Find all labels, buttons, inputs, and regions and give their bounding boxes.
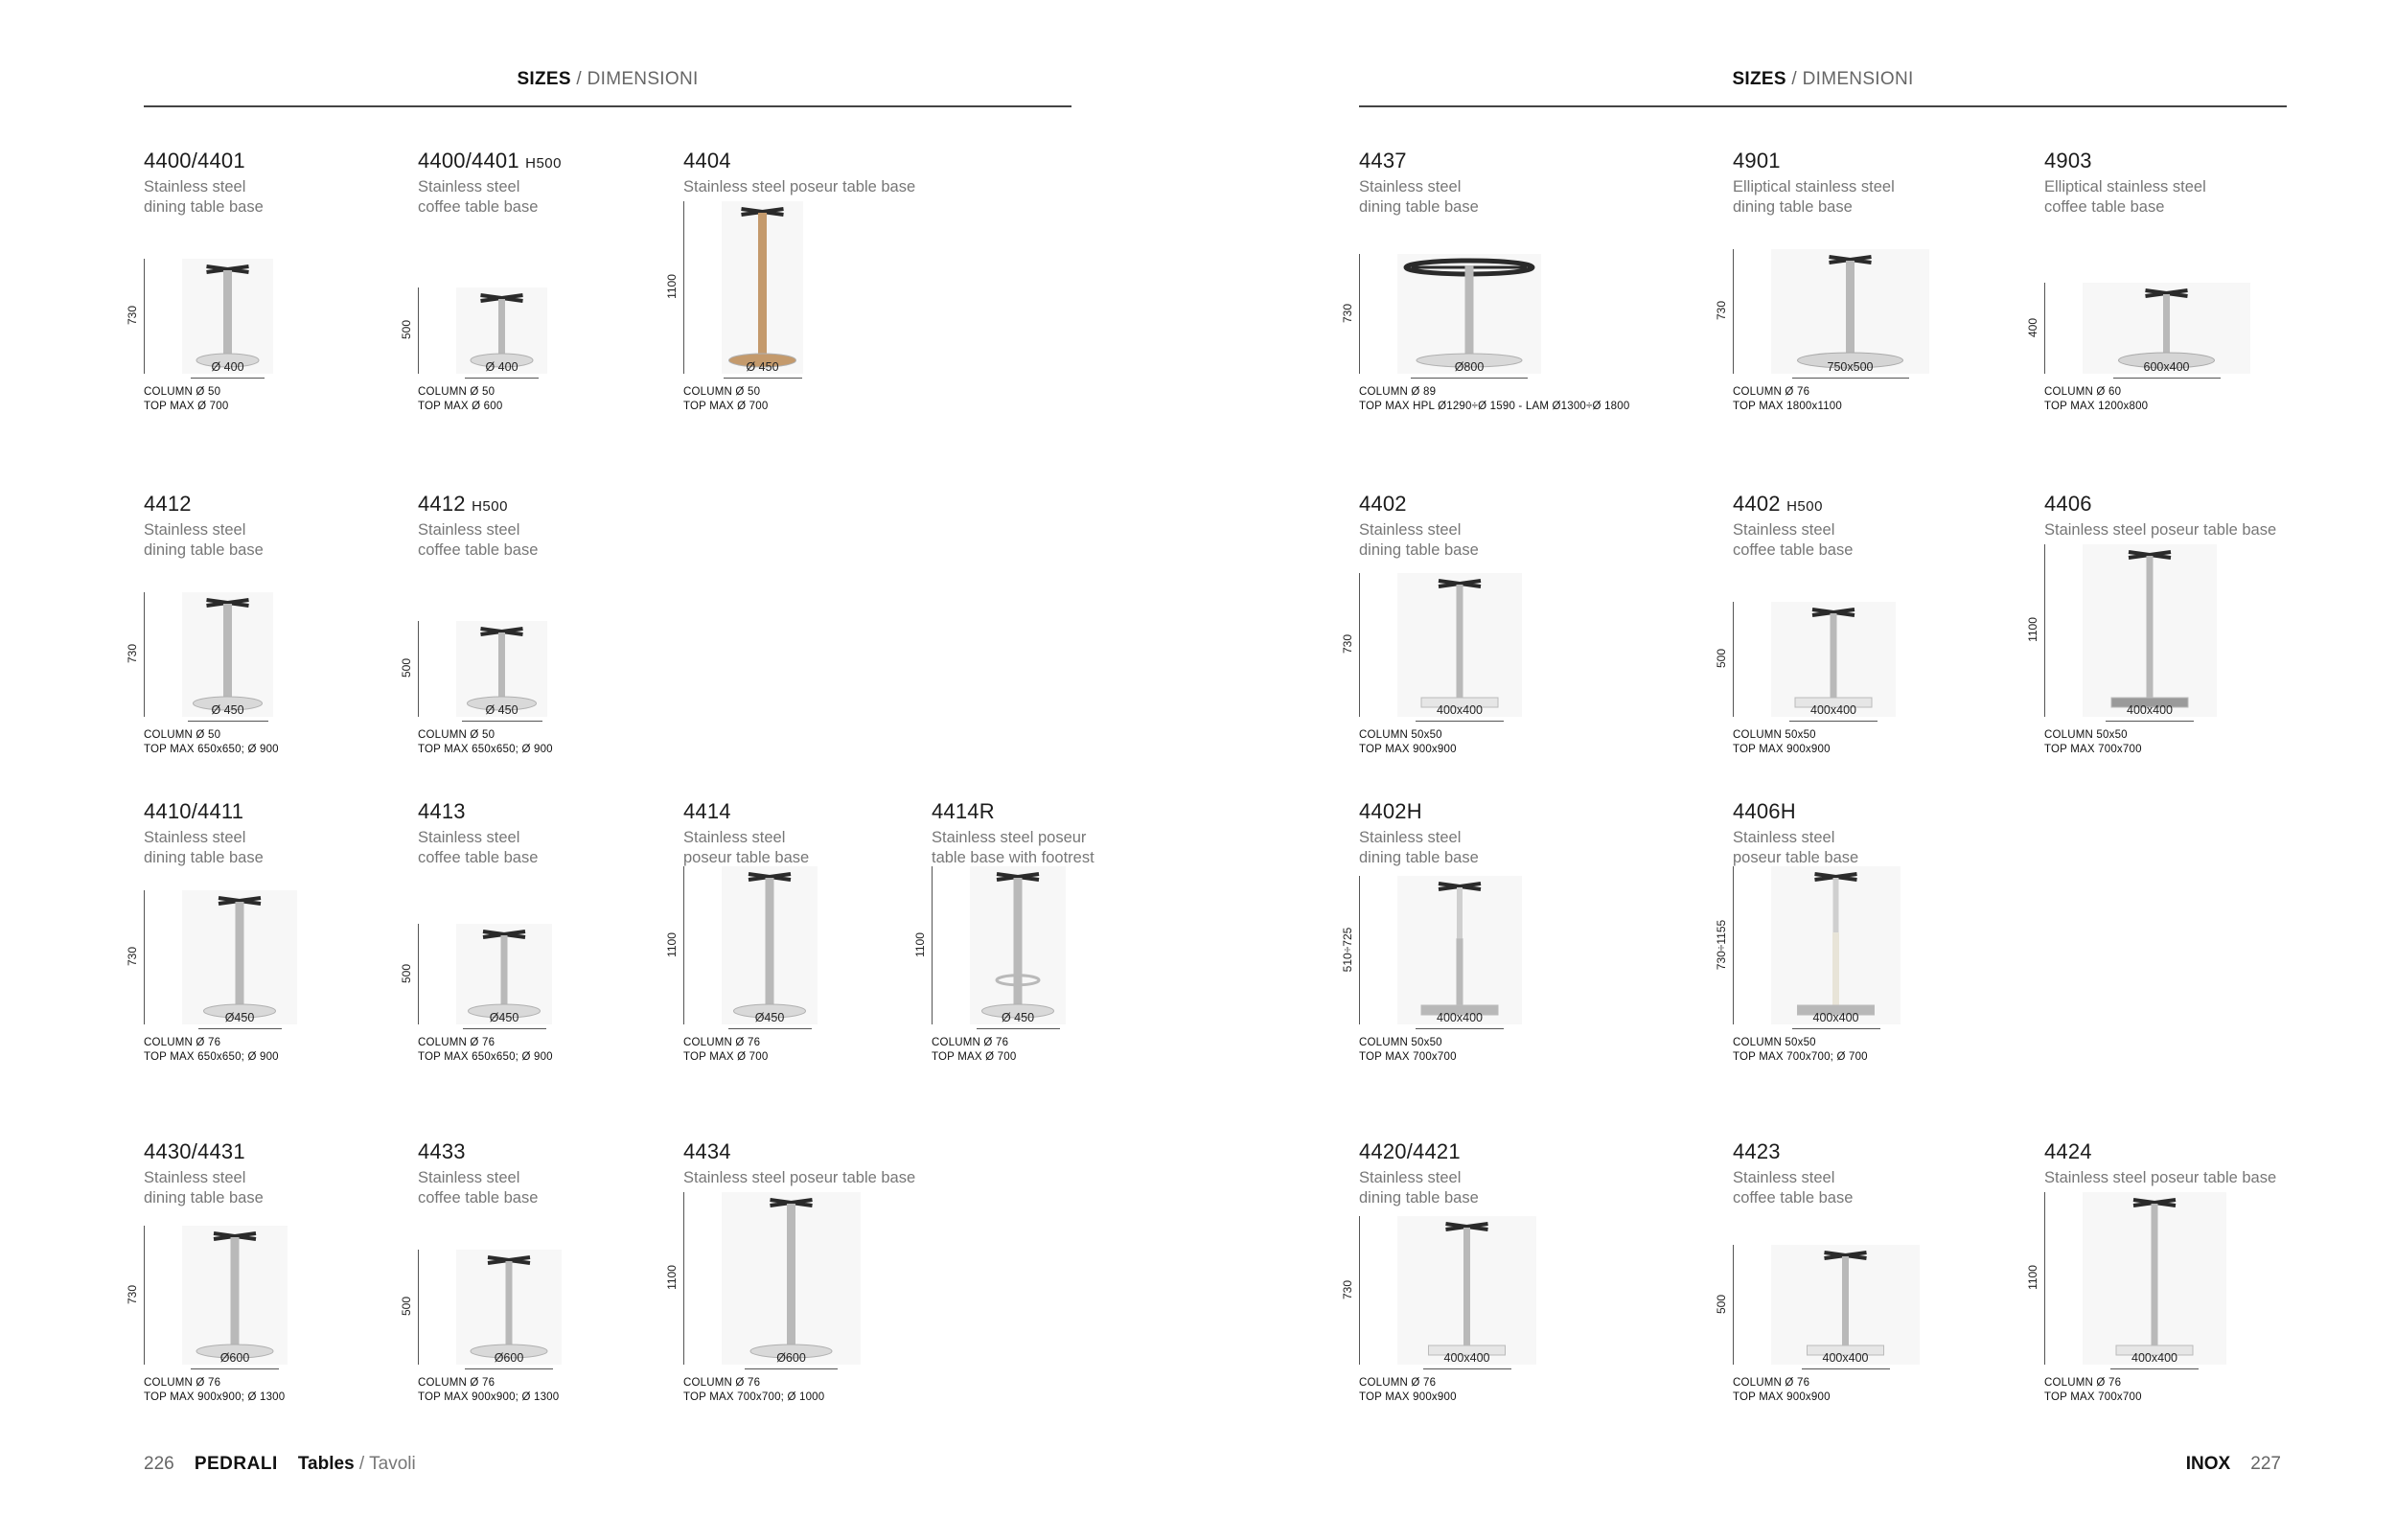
column-spec: COLUMN Ø 60 <box>2044 386 2122 398</box>
product-code-main: 4414R <box>932 799 995 823</box>
height-dimension-line <box>1359 876 1360 1024</box>
height-dimension-line <box>1359 573 1360 717</box>
height-dimension-label: 730 <box>1341 633 1354 655</box>
product-code-main: 4437 <box>1359 149 1407 172</box>
round-poseur-base-icon <box>722 201 803 374</box>
product-description: Stainless steel poseur table base <box>683 1169 916 1186</box>
column-spec: COLUMN Ø 76 <box>2044 1377 2122 1389</box>
top-max-spec: TOP MAX 900x900 <box>1359 744 1457 755</box>
base-dimension-label: 400x400 <box>2127 703 2173 717</box>
base-dimension-label: Ø 450 <box>746 360 779 374</box>
column-spec: COLUMN Ø 76 <box>418 1037 495 1048</box>
top-max-spec: TOP MAX 700x700 <box>2044 1391 2142 1403</box>
product-description: Stainless steel dining table base <box>144 1169 264 1207</box>
base-dimension-line <box>728 1028 812 1029</box>
product-code-main: 4406 <box>2044 492 2092 516</box>
top-max-spec: TOP MAX 900x900; Ø 1300 <box>418 1391 560 1403</box>
product-code <box>1359 799 1422 824</box>
column-spec: COLUMN Ø 76 <box>1733 386 1810 398</box>
adjustable-square-base-icon <box>1397 876 1522 1024</box>
top-max-spec: TOP MAX Ø 700 <box>683 401 769 412</box>
square-poseur-base-icon <box>2083 1192 2226 1365</box>
base-dimension-line <box>462 721 542 722</box>
base-dimension-label: Ø600 <box>219 1351 250 1365</box>
height-dimension-line <box>144 890 145 1024</box>
column-spec: COLUMN 50x50 <box>2044 729 2128 741</box>
column-spec: COLUMN Ø 76 <box>418 1377 495 1389</box>
height-dimension-label: 1100 <box>913 931 927 957</box>
product-code <box>683 799 731 824</box>
height-dimension-line <box>418 924 419 1024</box>
top-max-spec: TOP MAX 900x900 <box>1733 1391 1831 1403</box>
base-dimension-label: Ø800 <box>1454 360 1485 374</box>
column-spec: COLUMN Ø 76 <box>683 1377 761 1389</box>
height-dimension-line <box>683 1192 684 1365</box>
base-dimension-line <box>188 721 268 722</box>
top-max-spec: TOP MAX 700x700 <box>1359 1051 1457 1063</box>
product-code <box>2044 1139 2092 1164</box>
height-dimension-label: 730÷1155 <box>1715 919 1728 970</box>
height-dimension-label: 500 <box>400 963 413 983</box>
height-dimension-label: 510÷725 <box>1341 927 1354 972</box>
round-dining-base-icon <box>182 890 297 1024</box>
poseur-footrest-base-icon <box>970 866 1066 1024</box>
base-dimension-label: 400x400 <box>1443 1351 1490 1365</box>
base-dimension-line <box>745 1368 838 1369</box>
product-code <box>932 799 995 824</box>
product-description: Stainless steel poseur table base <box>1733 829 1859 866</box>
column-spec: COLUMN Ø 50 <box>683 386 761 398</box>
product-description: Stainless steel poseur table base <box>2044 521 2277 539</box>
base-dimension-line <box>198 1028 282 1029</box>
product-code-main: 4400/4401 <box>418 149 519 172</box>
product-code <box>144 799 243 824</box>
base-dimension-label: Ø450 <box>489 1011 519 1024</box>
column-spec: COLUMN Ø 76 <box>1359 1377 1437 1389</box>
right-header-divider <box>1359 105 2287 107</box>
product-code <box>683 1139 731 1164</box>
product-description: Stainless steel coffee table base <box>1733 1169 1854 1207</box>
product-code <box>1733 492 1823 517</box>
base-dimension-line <box>1792 378 1909 379</box>
base-dimension-label: 600x400 <box>2143 360 2190 374</box>
top-max-spec: TOP MAX 1200x800 <box>2044 401 2149 412</box>
top-max-spec: TOP MAX 700x700; Ø 1000 <box>683 1391 825 1403</box>
top-max-spec: TOP MAX 650x650; Ø 900 <box>144 1051 279 1063</box>
left-footer: 226 PEDRALI Tables / Tavoli <box>144 1454 416 1474</box>
height-dimension-label: 730 <box>1715 300 1728 321</box>
base-dimension-label: Ø450 <box>224 1011 255 1024</box>
product-code <box>2044 149 2092 173</box>
product-code <box>1733 1139 1781 1164</box>
product-description: Stainless steel poseur table base <box>683 829 810 866</box>
height-dimension-label: 730 <box>1341 1279 1354 1299</box>
product-code-main: 4903 <box>2044 149 2092 172</box>
base-dimension-line <box>1423 1368 1511 1369</box>
height-dimension-line <box>2044 544 2045 717</box>
column-spec: COLUMN Ø 50 <box>418 729 495 741</box>
top-max-spec: TOP MAX 650x650; Ø 900 <box>418 744 553 755</box>
base-dimension-line <box>1802 1368 1890 1369</box>
product-code-main: 4406H <box>1733 799 1796 823</box>
column-spec: COLUMN Ø 76 <box>932 1037 1009 1048</box>
page-number: 226 <box>144 1454 174 1474</box>
column-spec: COLUMN Ø 76 <box>144 1377 221 1389</box>
product-code-main: 4402 <box>1733 492 1781 516</box>
product-description: Stainless steel coffee table base <box>418 829 539 866</box>
product-code <box>144 492 192 517</box>
top-max-spec: TOP MAX 650x650; Ø 900 <box>144 744 279 755</box>
product-code-suffix: H500 <box>525 155 562 172</box>
top-max-spec: TOP MAX 650x650; Ø 900 <box>418 1051 553 1063</box>
height-dimension-line <box>144 1226 145 1365</box>
column-spec: COLUMN Ø 50 <box>144 729 221 741</box>
base-dimension-line <box>1411 378 1528 379</box>
height-dimension-line <box>1733 866 1734 1024</box>
product-code-main: 4412 <box>418 492 466 516</box>
product-description: Stainless steel coffee table base <box>418 178 539 216</box>
round-dining-base-icon <box>182 1226 288 1365</box>
base-dimension-line <box>1792 1028 1880 1029</box>
product-code-main: 4901 <box>1733 149 1781 172</box>
column-spec: COLUMN Ø 50 <box>144 386 221 398</box>
height-dimension-line <box>1733 1245 1734 1365</box>
product-description: Stainless steel poseur table base with footrest <box>932 829 1094 866</box>
height-dimension-line <box>683 866 684 1024</box>
height-dimension-line <box>1733 249 1734 374</box>
product-code-main: 4434 <box>683 1139 731 1163</box>
column-spec: COLUMN 50x50 <box>1733 1037 1816 1048</box>
height-dimension-label: 1100 <box>665 931 679 957</box>
product-code-main: 4424 <box>2044 1139 2092 1163</box>
base-dimension-label: 400x400 <box>1822 1351 1869 1365</box>
column-spec: COLUMN 50x50 <box>1359 1037 1442 1048</box>
top-max-spec: TOP MAX Ø 600 <box>418 401 503 412</box>
base-dimension-label: Ø 450 <box>1001 1011 1035 1024</box>
top-max-spec: TOP MAX 900x900 <box>1359 1391 1457 1403</box>
height-dimension-line <box>683 201 684 374</box>
base-dimension-label: 400x400 <box>1810 703 1856 717</box>
elliptical-dining-base-icon <box>1771 249 1929 374</box>
height-dimension-line <box>932 866 933 1024</box>
height-dimension-label: 500 <box>1715 1294 1728 1314</box>
top-max-spec: TOP MAX Ø 700 <box>144 401 229 412</box>
product-code-main: 4433 <box>418 1139 466 1163</box>
height-dimension-label: 730 <box>126 1284 139 1304</box>
base-dimension-line <box>724 378 802 379</box>
column-spec: COLUMN 50x50 <box>1359 729 1442 741</box>
height-dimension-label: 1100 <box>665 274 679 299</box>
page-number: 227 <box>2250 1454 2281 1474</box>
product-code-main: 4414 <box>683 799 731 823</box>
height-dimension-label: 1100 <box>2026 1265 2039 1290</box>
square-coffee-base-icon <box>1771 602 1896 717</box>
product-code-main: 4413 <box>418 799 466 823</box>
product-code <box>418 1139 466 1164</box>
base-dimension-label: Ø450 <box>754 1011 785 1024</box>
height-dimension-line <box>2044 283 2045 374</box>
height-dimension-label: 500 <box>400 1296 413 1317</box>
height-dimension-line <box>418 1250 419 1365</box>
product-code-main: 4410/4411 <box>144 799 244 823</box>
product-code <box>1359 1139 1461 1164</box>
product-description: Stainless steel coffee table base <box>418 521 539 559</box>
product-description: Stainless steel coffee table base <box>1733 521 1854 559</box>
height-dimension-label: 730 <box>1341 303 1354 323</box>
product-code <box>683 149 731 173</box>
product-code <box>1359 492 1407 517</box>
product-code-main: 4402H <box>1359 799 1422 823</box>
height-dimension-label: 730 <box>126 643 139 664</box>
product-code-main: 4420/4421 <box>1359 1139 1461 1163</box>
product-code <box>418 799 466 824</box>
column-spec: COLUMN Ø 89 <box>1359 386 1437 398</box>
product-description: Stainless steel dining table base <box>144 521 264 559</box>
product-code-main: 4400/4401 <box>144 149 245 172</box>
base-dimension-line <box>2106 721 2194 722</box>
product-code-main: 4404 <box>683 149 731 172</box>
adjustable-square-poseur-base-icon <box>1771 866 1901 1024</box>
header-dimensioni: DIMENSIONI <box>1802 69 1914 89</box>
height-dimension-label: 1100 <box>2026 617 2039 642</box>
product-code <box>418 492 508 517</box>
top-max-spec: TOP MAX 700x700; Ø 700 <box>1733 1051 1868 1063</box>
height-dimension-line <box>418 287 419 374</box>
base-dimension-label: 400x400 <box>1812 1011 1859 1024</box>
top-max-spec: TOP MAX Ø 700 <box>932 1051 1017 1063</box>
product-description: Stainless steel poseur table base <box>2044 1169 2277 1186</box>
section-subtitle: Tavoli <box>369 1454 416 1474</box>
base-dimension-line <box>1416 721 1504 722</box>
product-code-suffix: H500 <box>1786 498 1823 515</box>
column-spec: COLUMN 50x50 <box>1733 729 1816 741</box>
square-dining-base-icon <box>1397 573 1522 717</box>
product-code <box>1359 149 1407 173</box>
column-spec: COLUMN Ø 76 <box>144 1037 221 1048</box>
base-dimension-label: Ø 400 <box>211 360 244 374</box>
top-max-spec: TOP MAX 700x700 <box>2044 744 2142 755</box>
height-dimension-label: 730 <box>126 946 139 967</box>
base-dimension-line <box>465 378 539 379</box>
collection-name: INOX <box>2185 1454 2231 1474</box>
round-poseur-base-icon <box>722 1192 861 1365</box>
column-spec: COLUMN Ø 76 <box>683 1037 761 1048</box>
round-coffee-base-icon <box>456 621 547 717</box>
product-code-main: 4402 <box>1359 492 1407 516</box>
product-description: Elliptical stainless steel coffee table base <box>2044 178 2206 216</box>
top-max-spec: TOP MAX 1800x1100 <box>1733 401 1842 412</box>
base-dimension-line <box>191 378 265 379</box>
header-dimensioni: DIMENSIONI <box>587 69 699 89</box>
height-dimension-label: 730 <box>126 305 139 326</box>
product-code-main: 4412 <box>144 492 192 516</box>
right-footer <box>2186 1454 2281 1475</box>
brand-name: PEDRALI <box>194 1454 278 1474</box>
base-dimension-line <box>2113 378 2221 379</box>
product-code <box>2044 492 2092 517</box>
base-dimension-label: 400x400 <box>1437 1011 1483 1024</box>
product-description: Stainless steel dining table base <box>144 178 264 216</box>
round-dining-base-icon <box>182 592 273 717</box>
base-dimension-label: Ø 450 <box>211 703 244 717</box>
square-poseur-base-icon <box>2083 544 2217 717</box>
product-description: Stainless steel dining table base <box>144 829 264 866</box>
height-dimension-label: 400 <box>2026 317 2039 337</box>
left-header-divider <box>144 105 1071 107</box>
round-coffee-base-icon <box>456 924 552 1024</box>
product-description: Stainless steel dining table base <box>1359 829 1479 866</box>
base-dimension-line <box>463 1028 546 1029</box>
product-code <box>144 149 245 173</box>
height-dimension-line <box>144 259 145 374</box>
top-max-spec: TOP MAX Ø 700 <box>683 1051 769 1063</box>
header-sizes: SIZES <box>517 69 571 89</box>
product-description: Elliptical stainless steel dining table base <box>1733 178 1895 216</box>
height-dimension-line <box>144 592 145 717</box>
product-description: Stainless steel dining table base <box>1359 178 1479 216</box>
base-dimension-line <box>2110 1368 2199 1369</box>
height-dimension-line <box>1359 1216 1360 1365</box>
left-page-header: SIZES / DIMENSIONI <box>517 69 699 89</box>
base-dimension-line <box>465 1368 553 1369</box>
height-dimension-line <box>418 621 419 717</box>
height-dimension-label: 1100 <box>665 1265 679 1290</box>
column-spec: COLUMN Ø 76 <box>1733 1377 1810 1389</box>
height-dimension-label: 500 <box>400 319 413 340</box>
product-code <box>418 149 562 173</box>
base-dimension-label: 400x400 <box>1437 703 1483 717</box>
base-dimension-label: Ø 450 <box>485 703 518 717</box>
base-dimension-label: Ø 400 <box>485 360 518 374</box>
header-sizes: SIZES <box>1732 69 1786 89</box>
base-dimension-label: Ø600 <box>776 1351 806 1365</box>
product-code-suffix: H500 <box>472 498 508 515</box>
height-dimension-label: 500 <box>400 657 413 678</box>
height-dimension-line <box>1359 254 1360 374</box>
base-dimension-line <box>1416 1028 1504 1029</box>
square-coffee-base-icon <box>1771 1245 1920 1365</box>
base-dimension-label: Ø600 <box>494 1351 524 1365</box>
base-dimension-label: 750x500 <box>1827 360 1874 374</box>
product-description: Stainless steel dining table base <box>1359 521 1479 559</box>
column-spec: COLUMN Ø 50 <box>418 386 495 398</box>
section-title: Tables <box>297 1454 355 1474</box>
round-dining-base-icon <box>182 259 273 374</box>
round-coffee-base-icon <box>456 1250 562 1365</box>
height-dimension-line <box>1733 602 1734 717</box>
product-code-main: 4430/4431 <box>144 1139 245 1163</box>
product-code <box>1733 149 1781 173</box>
base-dimension-label: 400x400 <box>2131 1351 2177 1365</box>
top-max-spec: TOP MAX 900x900 <box>1733 744 1831 755</box>
height-dimension-label: 500 <box>1715 648 1728 669</box>
base-dimension-line <box>1789 721 1878 722</box>
top-max-spec: TOP MAX 900x900; Ø 1300 <box>144 1391 286 1403</box>
product-description: Stainless steel dining table base <box>1359 1169 1479 1207</box>
product-code <box>144 1139 245 1164</box>
right-page-header: SIZES / DIMENSIONI <box>1732 69 1914 89</box>
base-dimension-line <box>977 1028 1060 1029</box>
round-poseur-base-icon <box>722 866 818 1024</box>
base-dimension-line <box>191 1368 279 1369</box>
top-max-spec: TOP MAX HPL Ø1290÷Ø 1590 - LAM Ø1300÷Ø 1800 <box>1359 401 1630 412</box>
product-code-main: 4423 <box>1733 1139 1781 1163</box>
product-code <box>1733 799 1796 824</box>
product-description: Stainless steel coffee table base <box>418 1169 539 1207</box>
product-description: Stainless steel poseur table base <box>683 178 916 195</box>
square-dining-base-icon <box>1397 1216 1536 1365</box>
wide-dining-base-icon <box>1397 254 1541 374</box>
height-dimension-line <box>2044 1192 2045 1365</box>
